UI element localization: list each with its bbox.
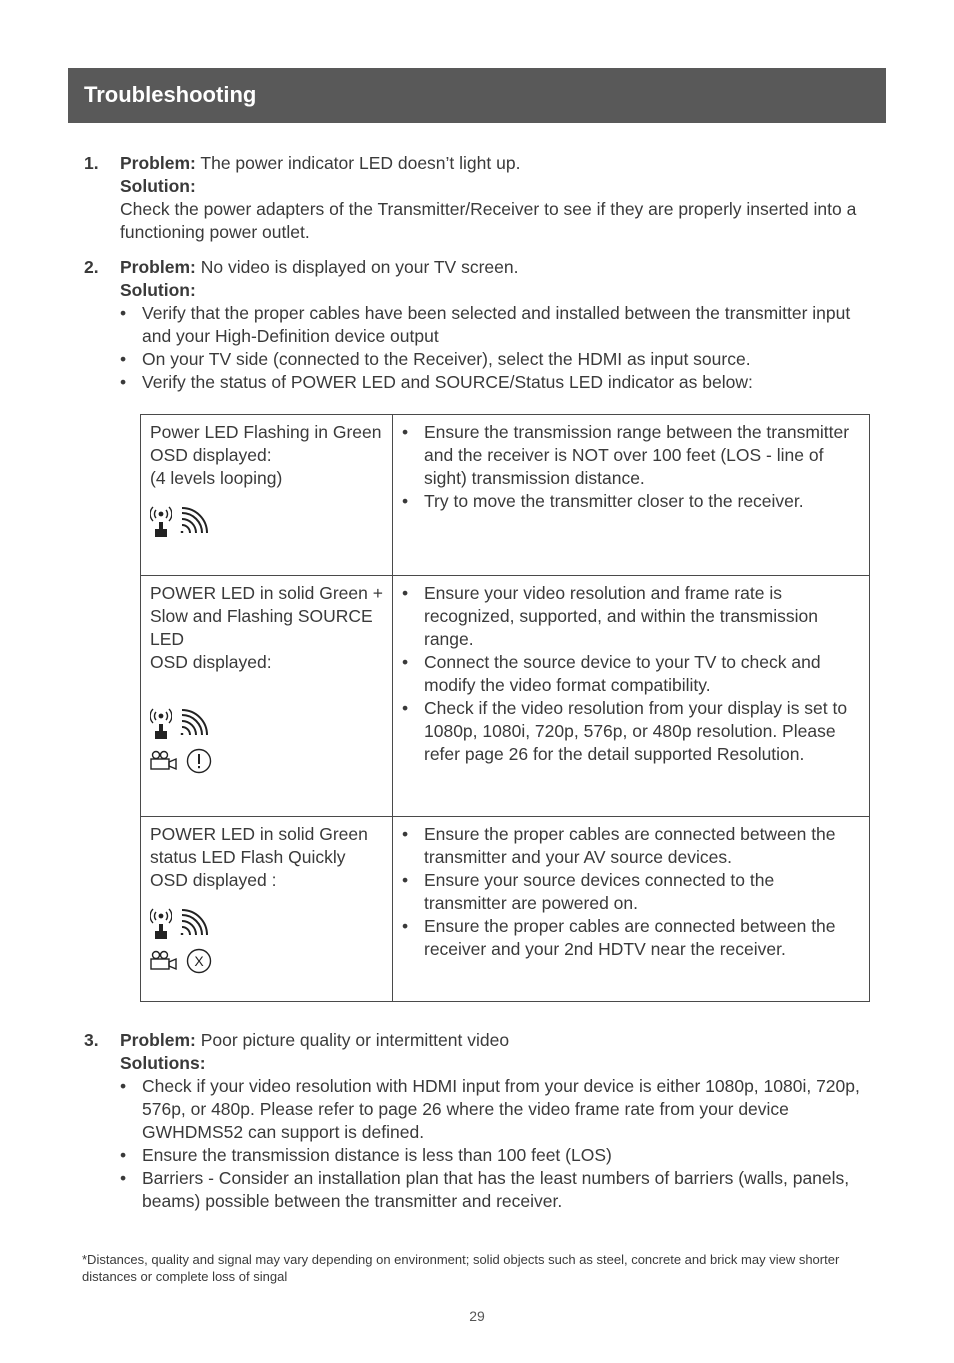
list-item: • Verify the status of POWER LED and SOURCE/Status LED indicator as below: [120, 371, 872, 394]
antenna-icon [150, 706, 172, 740]
status-cell [141, 576, 393, 817]
antenna-icon [150, 504, 172, 538]
status-line: POWER LED in solid Green + Slow and Flashing SOURCE LED [150, 583, 383, 649]
status-line: OSD displayed: [150, 652, 272, 672]
no-signal-x-icon [186, 948, 212, 974]
x-glyph: X [194, 953, 204, 969]
video-camera-icon [150, 950, 178, 972]
list-item: • Try to move the transmitter closer to the receiver. [402, 490, 860, 513]
status-cell [141, 415, 393, 576]
signal-strength-icon [180, 909, 208, 937]
footnote: *Distances, quality and signal may vary depending on environment; solid objects such as steel, concrete and brick may view shorter distances or complete loss of singal [82, 1252, 840, 1284]
led-status-table [140, 414, 870, 1002]
osd-icons [150, 502, 383, 540]
problem-label: Problem: [120, 257, 196, 277]
signal-strength-icon [180, 709, 208, 737]
action-cell [393, 817, 870, 1002]
item-number: 1. [84, 153, 99, 173]
item-number: 3. [84, 1030, 99, 1050]
list-item: • Connect the source device to your TV to check and modify the video format compatibility. [402, 651, 860, 697]
antenna-icon [150, 906, 172, 940]
problem-label: Problem: [120, 153, 196, 173]
section-header-bar [68, 68, 886, 123]
action-cell [393, 576, 870, 817]
solution-label: Solutions: [120, 1053, 206, 1073]
problem-text: The power indicator LED doesn’t light up. [195, 153, 521, 173]
page-number: 29 [469, 1308, 485, 1324]
list-item: • Ensure the transmission range between the transmitter and the receiver is NOT over 100 feet (LOS - line of sight) transmission distance. [402, 421, 860, 490]
item-number: 2. [84, 257, 99, 277]
problem-text: No video is displayed on your TV screen. [195, 257, 519, 277]
problem-label: Problem: [120, 1030, 196, 1050]
table-row [141, 817, 870, 1002]
status-cell [141, 817, 393, 1002]
list-item: • Ensure the transmission distance is less than 100 feet (LOS) [120, 1144, 872, 1167]
list-item: • Ensure your video resolution and frame rate is recognized, supported, and within the transmission range. [402, 582, 860, 651]
list-item: • Check if the video resolution from your display is set to 1080p, 1080i, 720p, 576p, or 480p resolution. Please refer page 26 for the detail supported Resolution. [402, 697, 860, 766]
warning-exclamation-icon [186, 748, 212, 774]
status-line: POWER LED in solid Green status LED Flash Quickly [150, 824, 368, 867]
signal-strength-icon [180, 507, 208, 535]
list-item: • Verify that the proper cables have been selected and installed between the transmitter input and your High-Definition device output [120, 302, 872, 348]
status-line: (4 levels looping) [150, 468, 283, 488]
solution-label: Solution: [120, 280, 196, 300]
solution-text: Check the power adapters of the Transmitter/Receiver to see if they are properly inserted into a functioning power outlet. [120, 199, 857, 242]
status-line: OSD displayed: [150, 445, 272, 465]
video-camera-icon [150, 750, 178, 772]
list-item: • Barriers - Consider an installation plan that has the least numbers of barriers (walls, panels, beams) possible between the transmitter and receiver. [120, 1167, 872, 1213]
list-item: • Check if your video resolution with HDMI input from your device is either 1080p, 1080i, 720p, 576p, or 480p. Please refer to page 26 where the video frame rate from your device GWHDMS52 can support is defined. [120, 1075, 872, 1144]
table-row [141, 415, 870, 576]
problem-text: Poor picture quality or intermittent video [195, 1030, 510, 1050]
section-title: Troubleshooting [84, 82, 257, 107]
list-item: • Ensure the proper cables are connected between the receiver and your 2nd HDTV near the receiver. [402, 915, 860, 961]
solution-list [120, 1075, 872, 1213]
osd-icons [150, 704, 383, 780]
list-item: • Ensure your source devices connected to the transmitter are powered on. [402, 869, 860, 915]
solution-list [120, 302, 872, 394]
table-row [141, 576, 870, 817]
osd-icons [150, 904, 383, 980]
solution-label: Solution: [120, 176, 196, 196]
status-line: OSD displayed : [150, 870, 277, 890]
status-line: Power LED Flashing in Green [150, 422, 382, 442]
action-cell [393, 415, 870, 576]
list-item: • On your TV side (connected to the Receiver), select the HDMI as input source. [120, 348, 872, 371]
list-item: • Ensure the proper cables are connected between the transmitter and your AV source devices. [402, 823, 860, 869]
